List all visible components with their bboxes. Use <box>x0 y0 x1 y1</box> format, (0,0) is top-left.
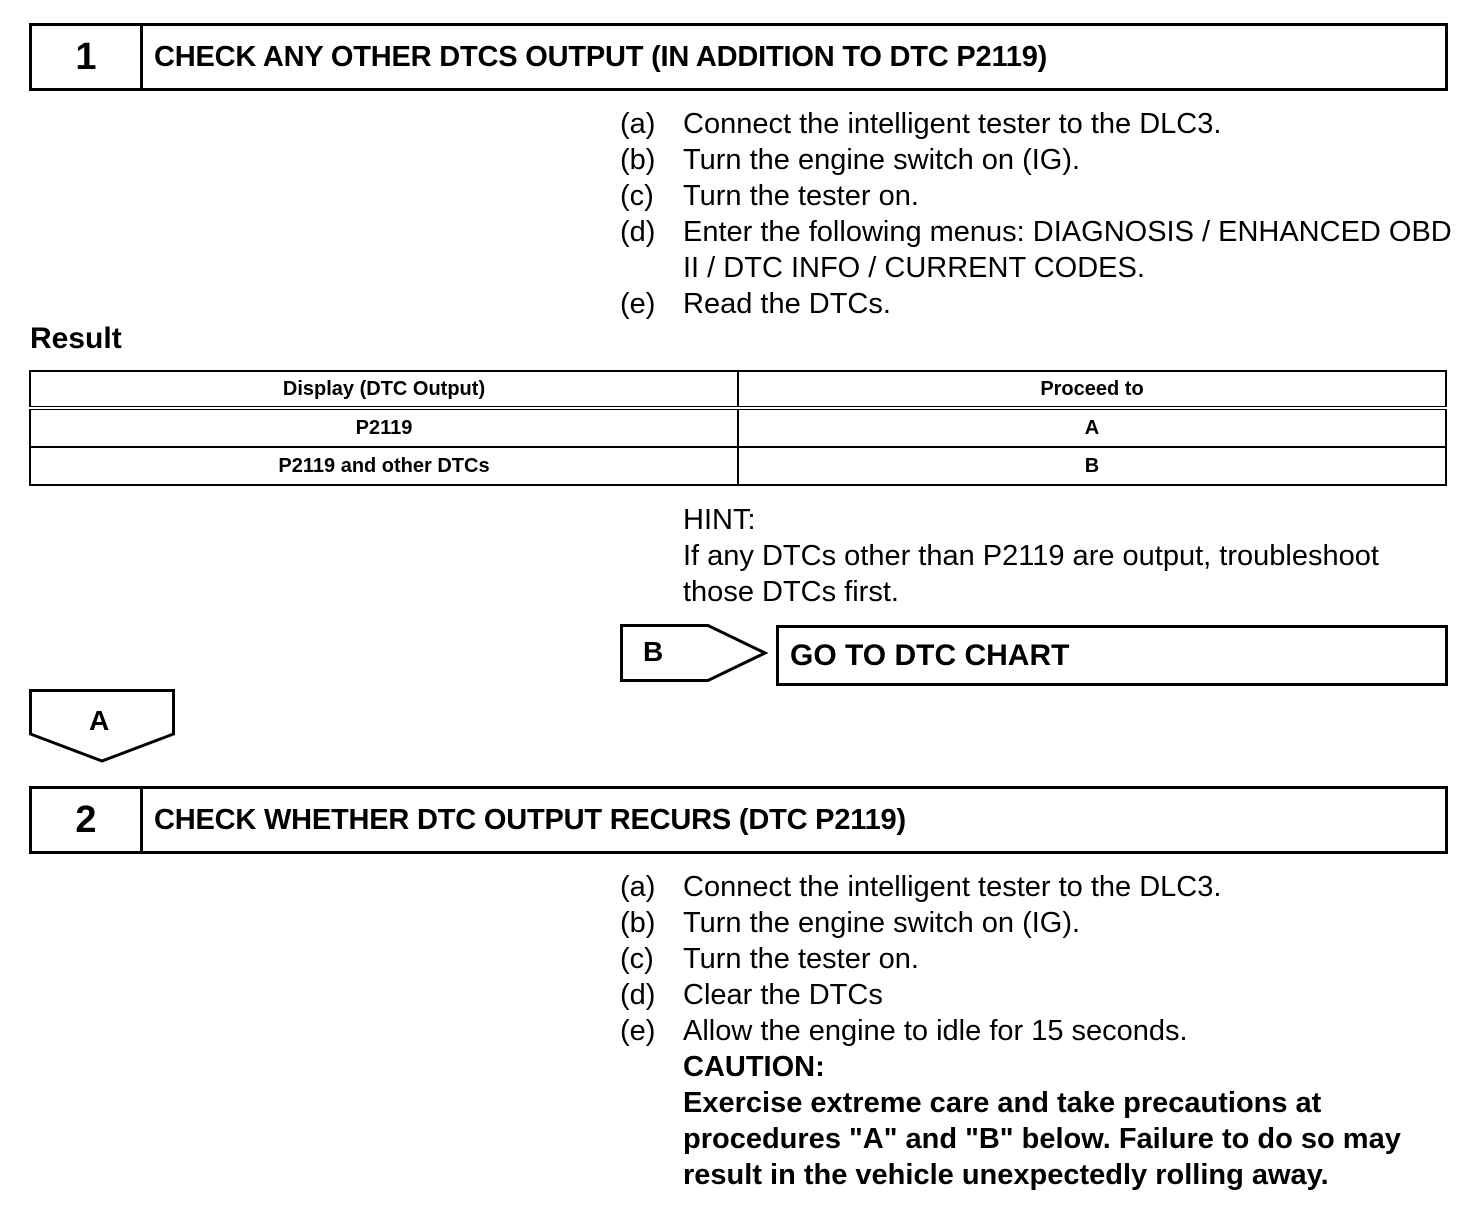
instruction-item <box>620 214 1453 286</box>
result-table <box>29 370 1447 486</box>
branch-a-label: A <box>89 705 110 736</box>
step-1-title: CHECK ANY OTHER DTCS OUTPUT (IN ADDITION TO DTC P2119) <box>154 40 1048 73</box>
caution-title: CAUTION: <box>683 1051 825 1083</box>
instruction-item <box>620 106 1453 142</box>
branch-b-label: B <box>643 636 664 667</box>
instruction-item <box>620 178 1453 214</box>
instruction-item <box>620 1013 1448 1193</box>
table-cell: B <box>738 447 1446 485</box>
hint-text: If any DTCs other than P2119 are output, troubleshoot those DTCs first. <box>683 540 1379 608</box>
instruction-label: (a) <box>620 108 656 140</box>
table-row <box>30 408 1446 447</box>
instruction-label: (b) <box>620 907 656 939</box>
step-2-header <box>29 786 1448 854</box>
instruction-text: Turn the engine switch on (IG). <box>683 144 1081 176</box>
table-header-row <box>30 371 1446 408</box>
step-1-instructions <box>620 106 1453 322</box>
step-2-title: CHECK WHETHER DTC OUTPUT RECURS (DTC P2119) <box>154 803 906 836</box>
table-row <box>30 447 1446 485</box>
column-header-display: Display (DTC Output) <box>30 371 738 408</box>
instruction-label: (d) <box>620 216 656 248</box>
instruction-item <box>620 869 1448 905</box>
table-cell: P2119 and other DTCs <box>30 447 738 485</box>
caution-text: Exercise extreme care and take precautions at procedures "A" and "B" below. Failure to do so may result in the vehicle unexpectedly rolling away. <box>683 1087 1401 1191</box>
instruction-text <box>683 1013 1448 1193</box>
instruction-text: Turn the engine switch on (IG). <box>683 907 1081 939</box>
table-cell: A <box>738 408 1446 447</box>
instruction-text: Turn the tester on. <box>683 180 919 212</box>
instruction-label: (c) <box>620 180 654 212</box>
step-2-instructions <box>620 869 1448 1193</box>
instruction-label: (d) <box>620 979 656 1011</box>
instruction-item <box>620 905 1448 941</box>
column-header-proceed: Proceed to <box>738 371 1446 408</box>
step-1-header <box>29 23 1448 91</box>
instruction-label: (e) <box>620 1015 656 1047</box>
instruction-label: (a) <box>620 871 656 903</box>
instruction-label: (e) <box>620 288 656 320</box>
instruction-label: (b) <box>620 144 656 176</box>
step-1-number: 1 <box>32 26 143 88</box>
instruction-text-line: Allow the engine to idle for 15 seconds. <box>683 1015 1188 1047</box>
instruction-item <box>620 977 1448 1013</box>
instruction-text: Turn the tester on. <box>683 943 919 975</box>
hint-block <box>683 502 1443 610</box>
hint-title: HINT: <box>683 504 756 536</box>
instruction-label: (c) <box>620 943 654 975</box>
instruction-text: Connect the intelligent tester to the DLC3. <box>683 108 1222 140</box>
step-2-number: 2 <box>32 789 143 851</box>
result-heading: Result <box>30 322 122 355</box>
instruction-text: Clear the DTCs <box>683 979 883 1011</box>
instruction-text: Read the DTCs. <box>683 288 891 320</box>
instruction-item <box>620 941 1448 977</box>
goto-dtc-chart-box: GO TO DTC CHART <box>776 625 1448 686</box>
instruction-text: Enter the following menus: DIAGNOSIS / ENHANCED OBD II / DTC INFO / CURRENT CODES. <box>683 216 1452 284</box>
instruction-text: Connect the intelligent tester to the DLC3. <box>683 871 1222 903</box>
instruction-item <box>620 286 1453 322</box>
table-cell: P2119 <box>30 408 738 447</box>
instruction-item <box>620 142 1453 178</box>
